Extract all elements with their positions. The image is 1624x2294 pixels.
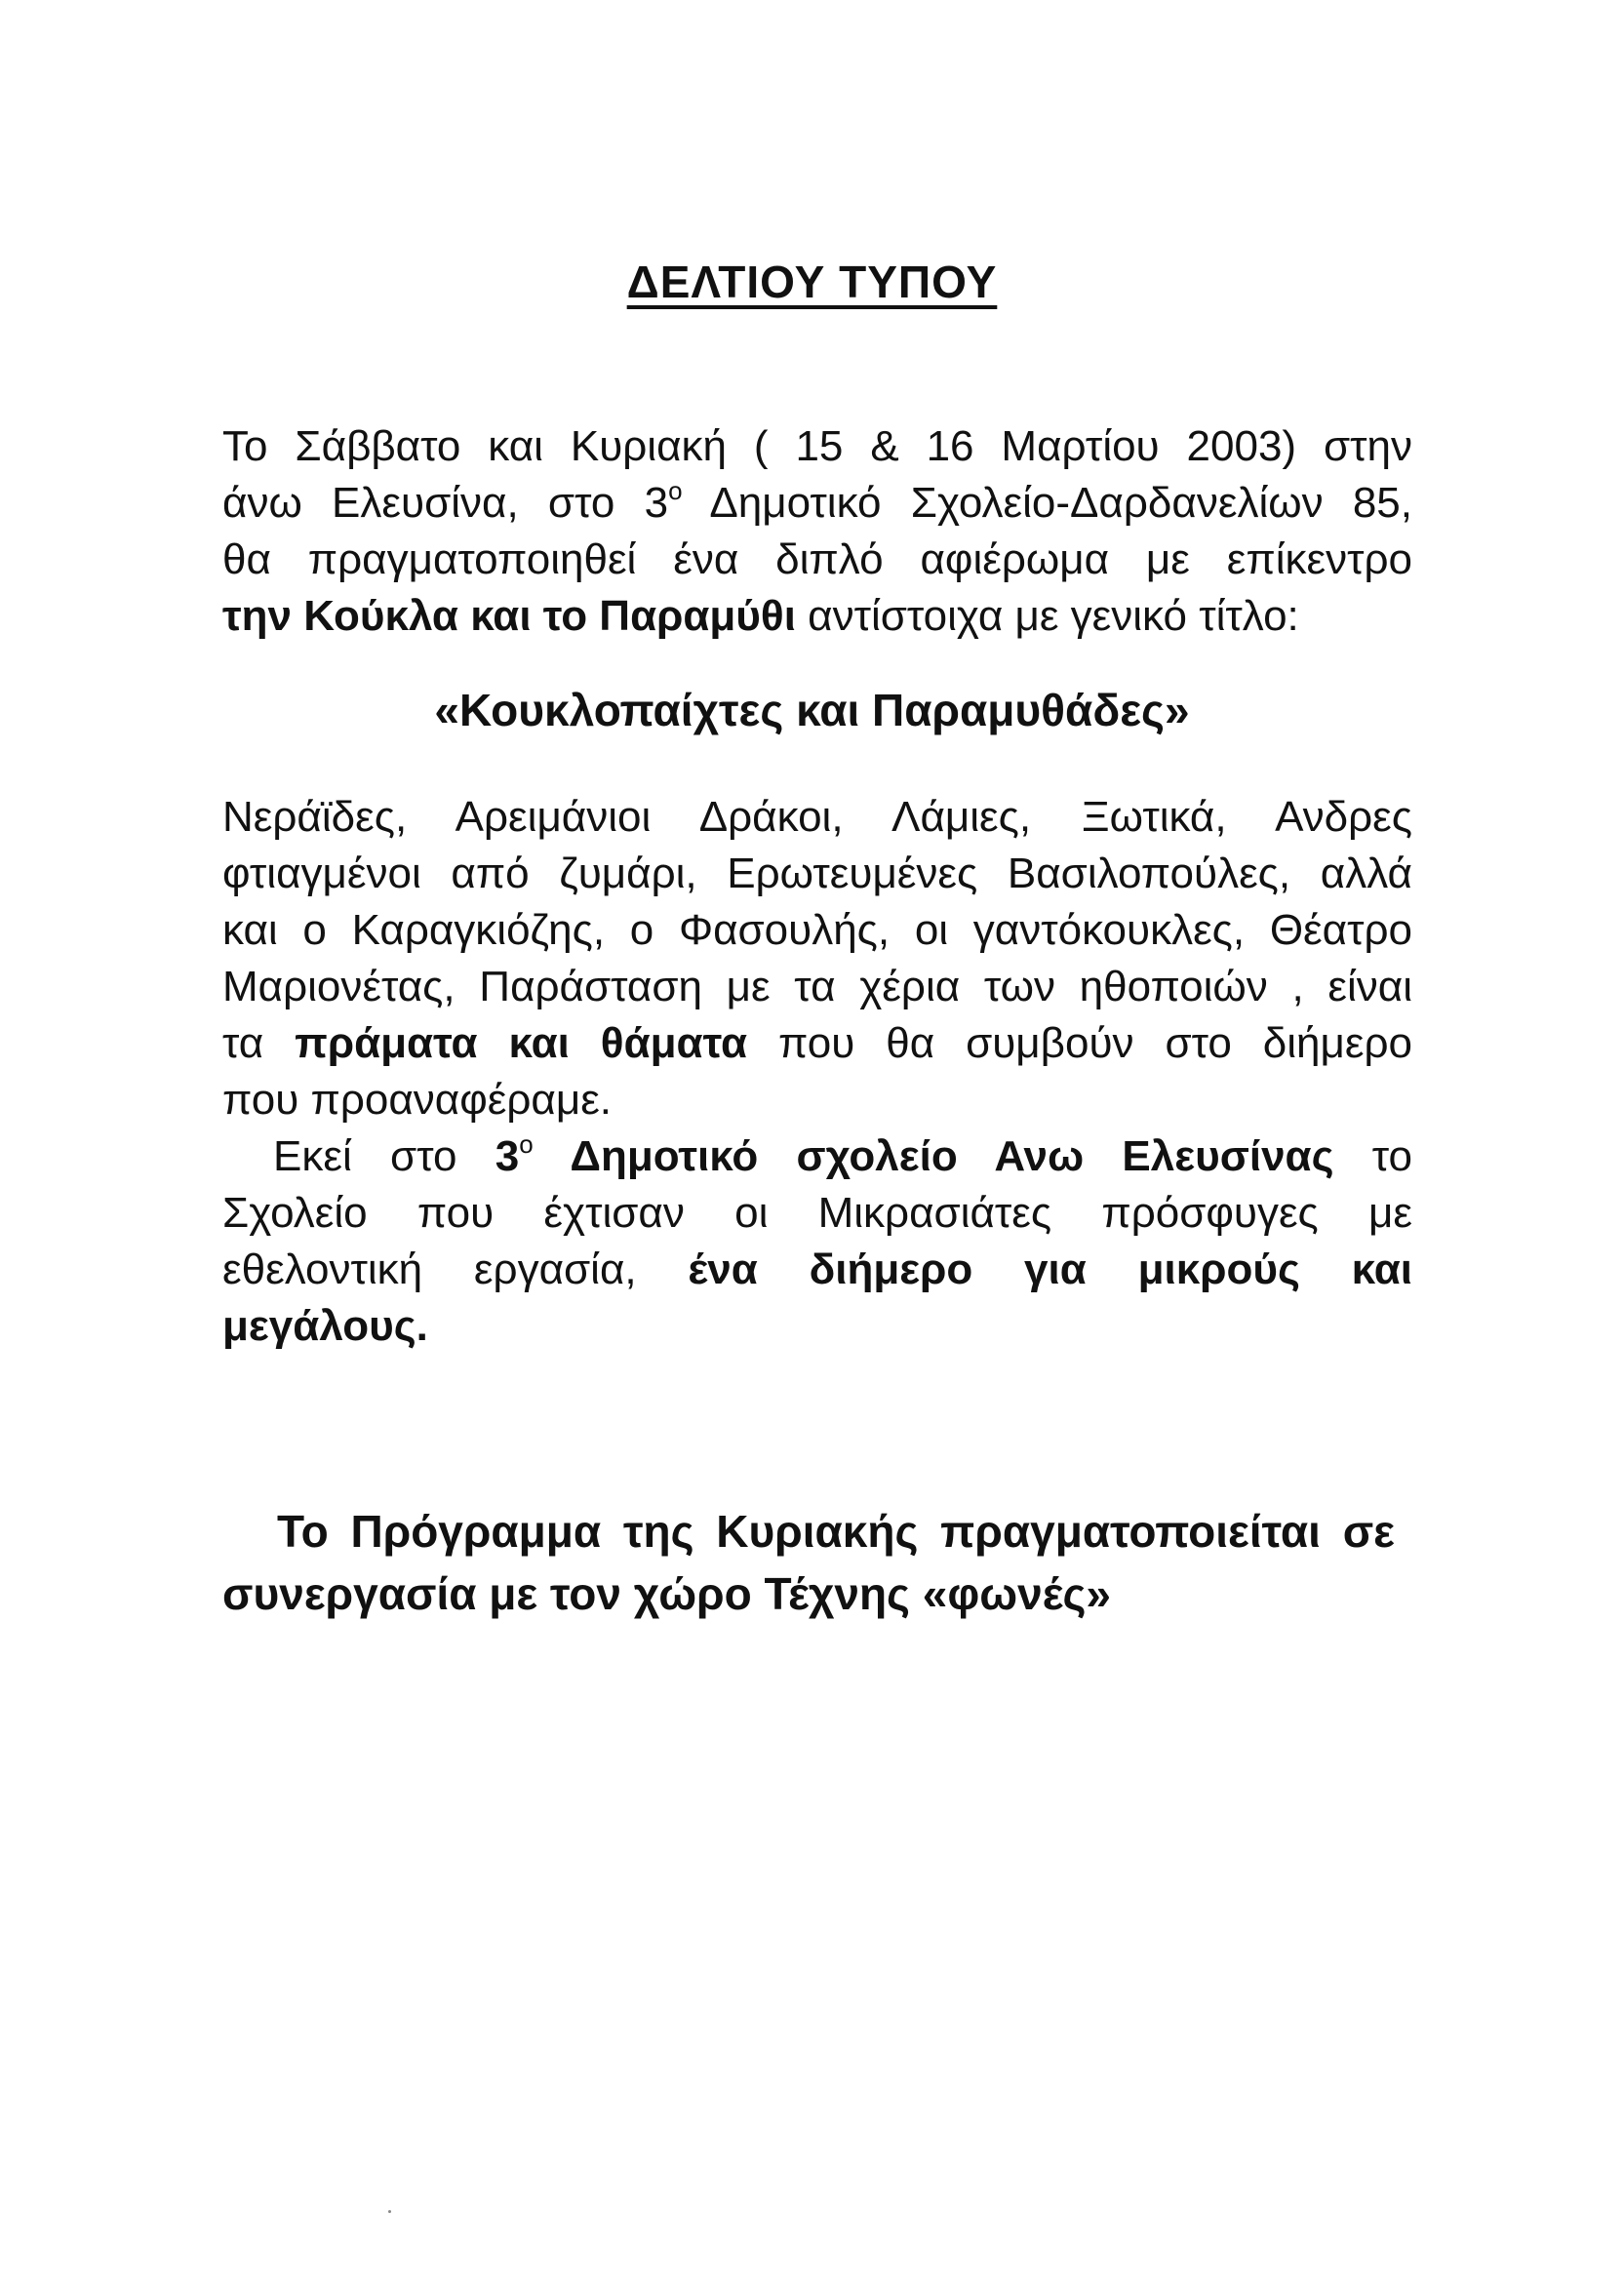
para3-line1-bold2: Δημοτικό σχολείο Ανω Ελευσίνας <box>533 1132 1334 1180</box>
para2-line4: Μαριονέτας, Παράσταση με τα χέρια των ηθοποιών , είναι <box>222 963 1412 1010</box>
para2-line5-post: που θα συμβούν στο διήμερο <box>747 1019 1412 1067</box>
para2-line3: και ο Καραγκιόζης, ο Φασουλής, οι γαντόκουκλες, Θέατρο <box>222 906 1412 954</box>
para1-line2-sup: ο <box>668 476 683 505</box>
scan-speck <box>388 2210 391 2213</box>
para1-line3: θα πραγματοποιηθεί ένα διπλό αφιέρωμα με επίκεντρο <box>222 535 1412 583</box>
para1-line2 <box>222 476 1412 531</box>
para3-line1-sup: ο <box>519 1129 534 1159</box>
footer-line1: Το Πρόγραμμα της Κυριακής πραγματοποιείται σε <box>277 1506 1395 1557</box>
para1-line2-text-post: Δημοτικό Σχολείο-Δαρδανελίων 85, <box>682 479 1412 527</box>
footer-line2: συνεργασία με τον χώρο Τέχνης «φωνές» <box>222 1568 1111 1619</box>
para2-line1: Νεράϊδες, Αρειμάνιοι Δράκοι, Λάμιες, Ξωτικά, Ανδρες <box>222 793 1412 841</box>
para3-line1-bold: 3 <box>495 1132 520 1180</box>
para3-line3 <box>222 1243 1412 1297</box>
para1-line2-text: άνω Ελευσίνα, στο 3 <box>222 479 669 527</box>
page-title: ΔΕΛΤΙΟΥ ΤΥΠΟΥ <box>626 257 998 307</box>
para3-line2: Σχολείο που έχτισαν οι Μικρασιάτες πρόσφυγες με <box>222 1189 1412 1237</box>
para3-line3-bold: ένα διήμερο για μικρούς και <box>688 1246 1412 1293</box>
para2-line2: φτιαγμένοι από ζυμάρι, Ερωτευμένες Βασιλοπούλες, αλλά <box>222 850 1412 897</box>
para1-line4-bold: την Κούκλα και το Παραμύθι <box>222 592 796 640</box>
para1-line1: Το Σάββατο και Κυριακή ( 15 & 16 Μαρτίου 2003) στην <box>222 422 1412 470</box>
para2-line5-bold: πράματα και θάματα <box>295 1019 748 1067</box>
para2-line5-pre: τα <box>222 1019 296 1067</box>
para3-line4: μεγάλους. <box>222 1302 428 1350</box>
para3-line1 <box>273 1129 1412 1184</box>
para3-line1-post: το <box>1333 1132 1412 1180</box>
event-subtitle: «Κουκλοπαίχτες και Παραμυθάδες» <box>434 685 1190 735</box>
para2-line6: που προαναφέραμε. <box>222 1076 613 1124</box>
para3-line1-pre: Εκεί στο <box>273 1132 495 1180</box>
para2-line5 <box>222 1016 1412 1071</box>
para3-line3-pre: εθελοντική εργασία, <box>222 1246 689 1293</box>
para1-line4-rest: αντίστοιχα με γενικό τίτλο: <box>795 592 1299 640</box>
para1-line4 <box>222 589 1412 644</box>
